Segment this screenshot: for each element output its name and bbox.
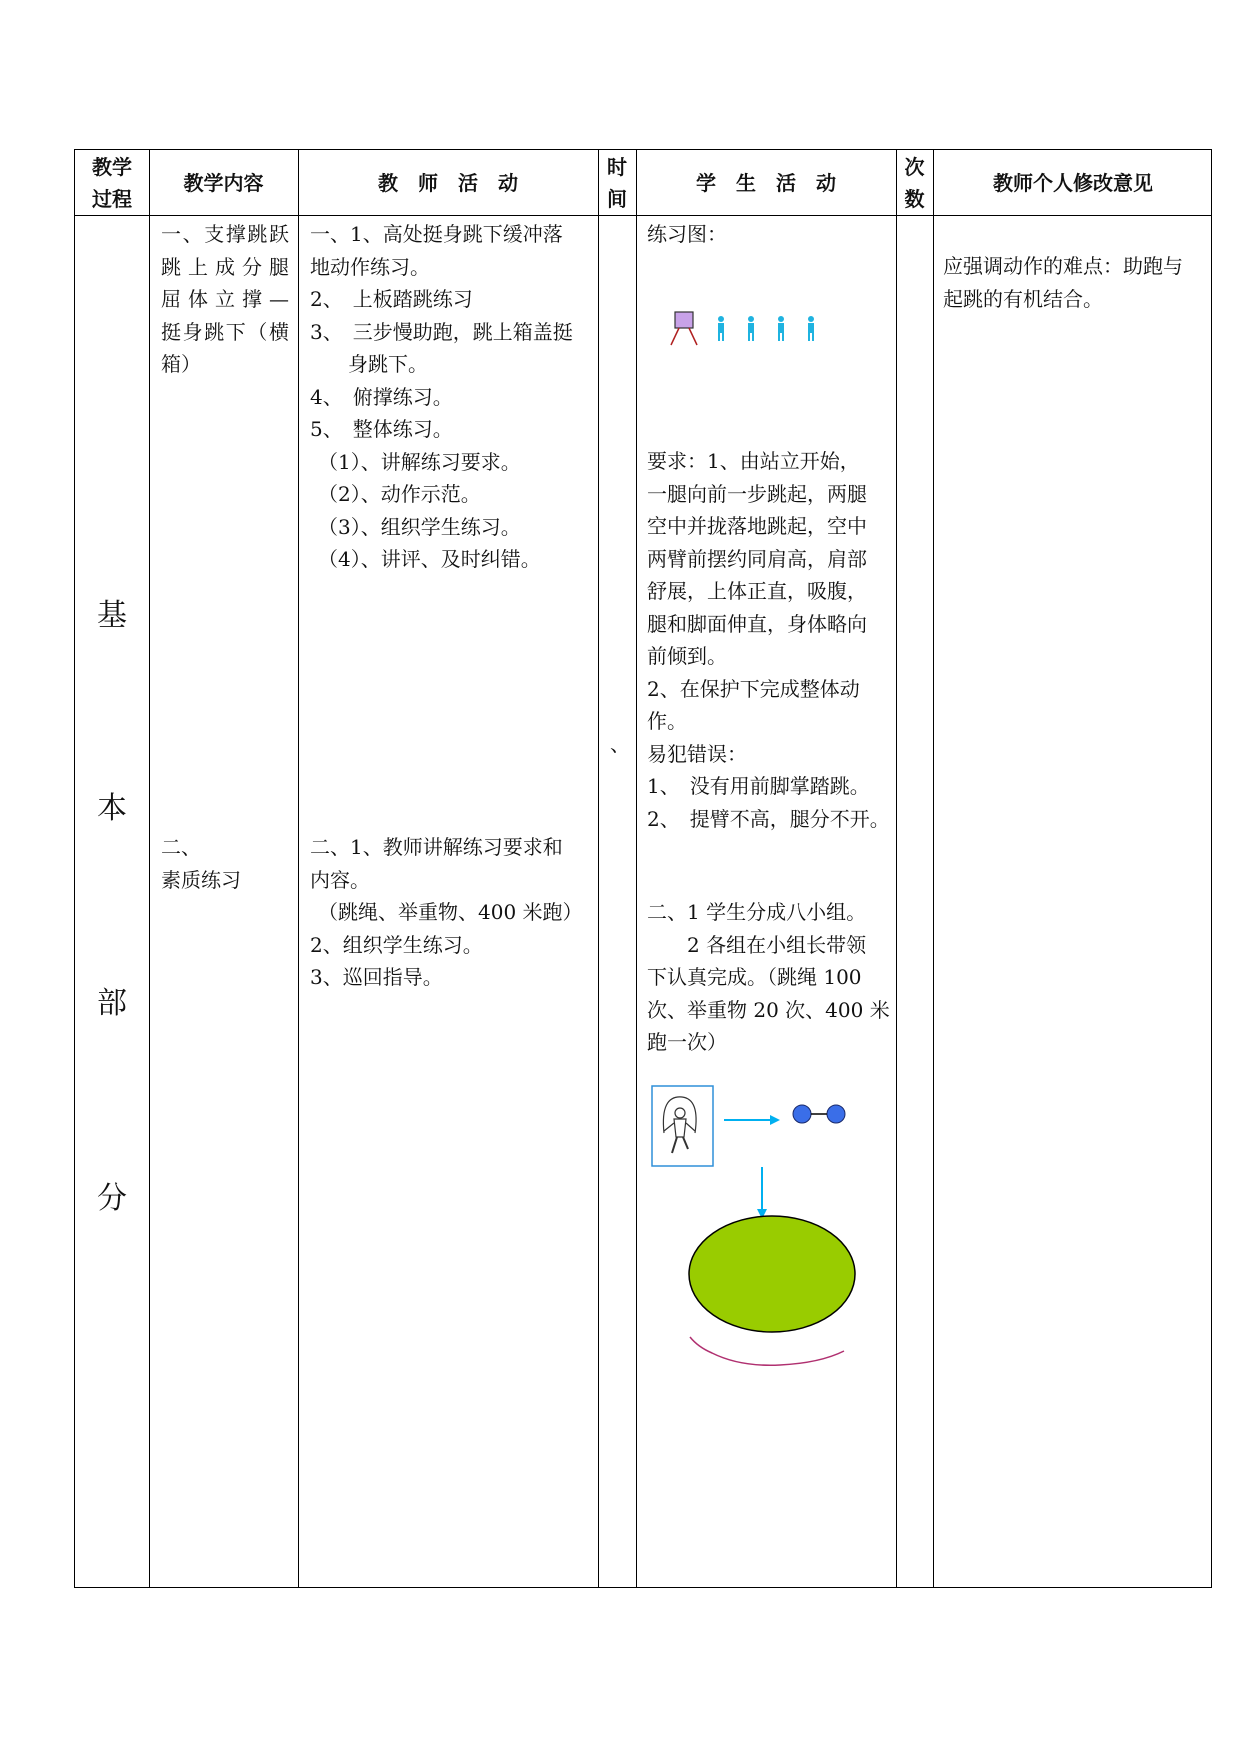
text-line: 2、 上板踏跳练习 — [310, 287, 473, 311]
text-line: 二、 — [161, 835, 201, 859]
vault-box-icon — [671, 312, 697, 345]
text-line: 内容。 — [310, 867, 370, 892]
text-line: 5、 整体练习。 — [310, 417, 453, 441]
text-line: （2）、动作示范。 — [318, 482, 481, 506]
text-line: （跳绳、举重物、400 米跑） — [318, 900, 583, 924]
arrow-right-icon — [724, 1115, 780, 1125]
text-line: 二、1、教师讲解练习要求和 — [310, 835, 563, 859]
phase-char: 基 — [97, 598, 127, 633]
student-icon — [718, 316, 724, 341]
text-line: 应强调动作的难点：助跑与 — [943, 254, 1183, 278]
vault-practice-diagram — [671, 310, 871, 360]
text-line: 屈体立撑— — [161, 287, 289, 311]
text-line: （4）、讲评、及时纠错。 — [318, 547, 541, 571]
text-line: 地动作练习。 — [310, 254, 430, 279]
text-line: 箱） — [161, 352, 201, 376]
student-icon — [808, 316, 814, 341]
text-line: 2、在保护下完成整体动 — [647, 676, 860, 701]
teacher-activity-part-1 — [310, 218, 595, 576]
fitness-circuit-diagram — [650, 1085, 890, 1385]
header-time: 时 间 — [607, 154, 627, 211]
teacher-activity-part-2 — [310, 831, 595, 994]
student-icon — [748, 316, 754, 341]
text-line: 易犯错误： — [647, 741, 747, 766]
lesson-plan-table — [74, 149, 1212, 1588]
text-line: 身跳下。 — [348, 352, 428, 376]
arrow-down-icon — [757, 1167, 767, 1219]
time-mark: 、 — [610, 732, 630, 756]
text-line: 3、巡回指导。 — [310, 965, 443, 989]
student-diagram-label: 练习图： — [647, 222, 727, 246]
dumbbell-icon — [793, 1105, 845, 1123]
col-divider — [149, 150, 150, 1587]
text-line: 2、组织学生练习。 — [310, 932, 483, 957]
text-line: 舒展，上体正直，吸腹， — [647, 579, 867, 603]
text-line: 腿和脚面伸直，身体略向 — [647, 611, 867, 636]
text-line: 2、 提臂不高，腿分不开。 — [647, 806, 890, 831]
col-divider — [298, 150, 299, 1587]
header-teacher-activity: 教 师 活 动 — [378, 170, 518, 195]
header-student-activity: 学 生 活 动 — [696, 170, 836, 195]
text-line: 1、 没有用前脚掌踏跳。 — [647, 774, 870, 798]
text-line: 一、1、高处挺身跳下缓冲落 — [310, 222, 563, 246]
col-divider — [598, 150, 599, 1587]
content-item-1 — [161, 218, 289, 381]
student-figures — [718, 316, 814, 341]
phase-char: 部 — [97, 986, 127, 1021]
text-line: 2 各组在小组长带领 — [647, 932, 867, 957]
header-revision: 教师个人修改意见 — [993, 170, 1153, 195]
text-line: 3、 三步慢助跑，跳上箱盖挺 — [310, 319, 573, 344]
text-line: 跳上成分腿 — [161, 254, 289, 279]
text-line: 要求：1、由站立开始， — [647, 449, 860, 473]
header-count: 次 数 — [904, 154, 925, 211]
text-line: （1）、讲解练习要求。 — [318, 449, 521, 474]
text-line: 一腿向前一步跳起，两腿 — [647, 481, 867, 506]
text-line: 一、支撑跳跃 — [161, 222, 289, 246]
text-line: 挺身跳下（横 — [161, 319, 289, 344]
text-line: 下认真完成。（跳绳 100 — [647, 965, 862, 989]
header-divider — [75, 215, 1211, 216]
col-divider — [933, 150, 934, 1587]
text-line: 二、1 学生分成八小组。 — [647, 900, 867, 924]
col-divider — [896, 150, 897, 1587]
text-line: 次、举重物 20 次、400 米 — [647, 997, 890, 1022]
jump-rope-icon — [652, 1086, 713, 1166]
text-line: 前倾到。 — [647, 644, 727, 668]
text-line: 作。 — [647, 709, 687, 733]
student-requirements — [647, 445, 892, 835]
text-line: （3）、组织学生练习。 — [318, 514, 521, 539]
text-line: 起跳的有机结合。 — [943, 286, 1103, 311]
header-content: 教学内容 — [183, 170, 264, 195]
text-line: 空中并拢落地跳起，空中 — [647, 514, 867, 538]
text-line: 素质练习 — [161, 867, 241, 892]
col-divider — [636, 150, 637, 1587]
revision-notes — [943, 250, 1208, 315]
text-line: 两臂前摆约同肩高，肩部 — [647, 546, 867, 571]
phase-char: 分 — [97, 1181, 127, 1216]
text-line: 跑一次） — [647, 1030, 727, 1054]
student-activity-part-2 — [647, 896, 892, 1059]
phase-char: 本 — [97, 791, 127, 826]
running-track-icon — [689, 1216, 855, 1365]
text-line: 4、 俯撑练习。 — [310, 384, 453, 409]
student-icon — [778, 316, 784, 341]
content-item-2 — [161, 831, 289, 896]
header-process: 教学 过程 — [92, 154, 132, 211]
